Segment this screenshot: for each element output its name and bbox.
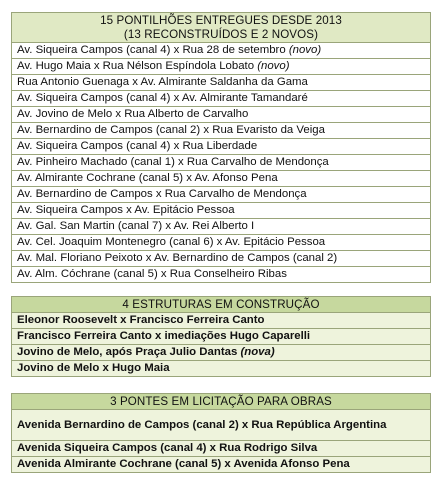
table-row [12,457,431,473]
table-cell [12,123,431,139]
table-cell [12,457,431,473]
table-row [12,313,431,329]
table-row [12,251,431,267]
table-row [12,59,431,75]
delivered-title-line1: 15 PONTILHÕES ENTREGUES DESDE 2013 [100,13,342,27]
table-cell [12,139,431,155]
table-row [12,43,431,59]
row-text: Av. Bernardino de Campos x Rua Carvalho de Mendonça [17,188,307,200]
table-cell [12,187,431,203]
table-row [12,329,431,345]
delivered-title-line2: (13 RECONSTRUÍDOS E 2 NOVOS) [123,27,319,41]
bidding-header: 3 PONTES EM LICITAÇÃO PARA OBRAS [12,394,431,410]
row-note: (nova) [240,346,275,358]
row-text: Av. Siqueira Campos (canal 4) x Av. Almirante Tamandaré [17,92,308,104]
bidding-table [11,393,431,473]
table-row [12,107,431,123]
row-text: Francisco Ferreira Canto x imediações Hugo Caparelli [17,330,311,342]
row-text: Av. Almirante Cochrane (canal 5) x Av. Afonso Pena [17,172,278,184]
table-row [12,361,431,377]
delivered-table [11,12,431,283]
delivered-header [12,13,431,43]
row-text: Av. Jovino de Melo x Rua Alberto de Carvalho [17,108,249,120]
construction-header-row [12,297,431,313]
table-cell [12,267,431,283]
table-cell [12,313,431,329]
table-cell [12,155,431,171]
row-text: Rua Antonio Guenaga x Av. Almirante Saldanha da Gama [17,76,308,88]
table-row [12,203,431,219]
row-text: Av. Gal. San Martin (canal 7) x Av. Rei Alberto I [17,220,255,232]
row-text: Avenida Almirante Cochrane (canal 5) x Avenida Afonso Pena [17,458,350,470]
table-cell [12,251,431,267]
row-note: (novo) [257,60,290,72]
table-cell [12,91,431,107]
table-cell [12,107,431,123]
table-row [12,410,431,441]
table-row [12,123,431,139]
row-text: Jovino de Melo, após Praça Julio Dantas [17,346,241,358]
row-text: Avenida Siqueira Campos (canal 4) x Rua Rodrigo Silva [17,442,318,454]
construction-header: 4 ESTRUTURAS EM CONSTRUÇÃO [12,297,431,313]
table-cell [12,441,431,457]
table-cell [12,219,431,235]
row-text: Avenida Bernardino de Campos (canal 2) x Rua República Argentina [17,419,387,431]
table-row [12,91,431,107]
table-cell [12,59,431,75]
row-note: (novo) [288,44,322,56]
table-cell [12,410,431,441]
table-row [12,139,431,155]
row-text: Av. Siqueira Campos (canal 4) x Rua Liberdade [17,140,258,152]
construction-table [11,296,431,377]
row-text: Av. Alm. Cóchrane (canal 5) x Rua Conselheiro Ribas [17,268,287,280]
table-cell [12,203,431,219]
row-text: Av. Mal. Floriano Peixoto x Av. Bernardino de Campos (canal 2) [17,252,338,264]
table-cell [12,329,431,345]
table-cell [12,235,431,251]
row-text: Av. Siqueira Campos x Av. Epitácio Pessoa [17,204,235,216]
table-cell [12,345,431,361]
table-cell [12,43,431,59]
row-text: Av. Hugo Maia x Rua Nélson Espíndola Lobato [17,60,258,72]
table-row [12,155,431,171]
table-row [12,345,431,361]
bidding-header-row [12,394,431,410]
row-text: Av. Cel. Joaquim Montenegro (canal 6) x Av. Epitácio Pessoa [17,236,326,248]
row-text: Av. Siqueira Campos (canal 4) x Rua 28 de setembro [17,44,289,56]
table-row [12,235,431,251]
table-cell [12,361,431,377]
table-cell [12,171,431,187]
row-text: Jovino de Melo x Hugo Maia [17,362,170,374]
table-cell [12,75,431,91]
table-row [12,267,431,283]
row-text: Eleonor Roosevelt x Francisco Ferreira Canto [17,314,265,326]
delivered-header-row [12,13,431,43]
row-text: Av. Pinheiro Machado (canal 1) x Rua Carvalho de Mendonça [17,156,329,168]
table-row [12,441,431,457]
table-row [12,187,431,203]
table-row [12,219,431,235]
table-row [12,171,431,187]
row-text: Av. Bernardino de Campos (canal 2) x Rua Evaristo da Veiga [17,124,325,136]
table-row [12,75,431,91]
